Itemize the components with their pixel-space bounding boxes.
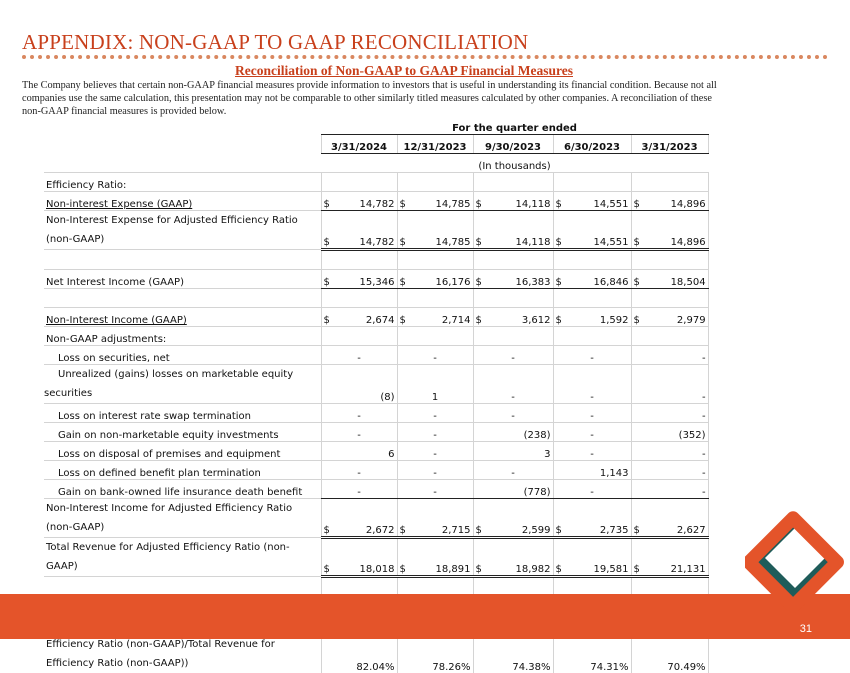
table-cell: $ 14,785 — [397, 211, 473, 250]
unit-row — [44, 154, 708, 173]
row-label: Gain on bank-owned life insurance death benefit — [44, 480, 321, 499]
table-cell: $ 14,785 — [397, 192, 473, 211]
table-cell: $ 14,551 — [553, 192, 631, 211]
row-label: Loss on interest rate swap termination — [44, 404, 321, 423]
table-cell: $ 21,131 — [631, 538, 708, 577]
table-cell: (778) — [473, 480, 553, 499]
column-header: 6/30/2023 — [553, 135, 631, 154]
table-row — [44, 346, 708, 365]
row-label: Total Revenue for Adjusted Efficiency Ratio (non-GAAP) — [44, 538, 321, 577]
column-header: 9/30/2023 — [473, 135, 553, 154]
table-cell: - — [397, 423, 473, 442]
table-cell: - — [473, 346, 553, 365]
row-label: Unrealized (gains) losses on marketable equity securities — [44, 365, 321, 404]
table-cell: - — [397, 346, 473, 365]
row-label: Loss on securities, net — [44, 346, 321, 365]
table-row — [44, 404, 708, 423]
table-cell: - — [553, 346, 631, 365]
table-cell: - — [473, 461, 553, 480]
table-cell: $ 1,592 — [553, 308, 631, 327]
table-cell: $ 14,782 — [321, 211, 397, 250]
table-cell: - — [473, 404, 553, 423]
page-title: APPENDIX: NON-GAAP TO GAAP RECONCILIATION — [22, 30, 528, 55]
table-cell: - — [631, 480, 708, 499]
span-header: For the quarter ended — [321, 116, 708, 135]
table-cell: (8) — [321, 365, 397, 404]
table-cell: $ 16,383 — [473, 270, 553, 289]
table-cell: - — [397, 461, 473, 480]
table-cell: $ 2,674 — [321, 308, 397, 327]
table-cell: 74.38% — [473, 616, 553, 673]
unit-note: (In thousands) — [321, 154, 708, 173]
spacer-row — [44, 250, 708, 270]
title-divider — [22, 55, 828, 59]
table-cell: $ 18,504 — [631, 270, 708, 289]
table-cell: - — [553, 404, 631, 423]
table-cell: $ 14,118 — [473, 192, 553, 211]
table-cell: - — [631, 365, 708, 404]
table-cell: $ 19,581 — [553, 538, 631, 577]
row-label: Non-Interest Expense for Adjusted Efficiency Ratio (non-GAAP) — [44, 211, 321, 250]
row-label: Non-Interest Income for Adjusted Efficiency Ratio (non-GAAP) — [44, 499, 321, 538]
table-row — [44, 173, 708, 192]
table-cell: $ 15,346 — [321, 270, 397, 289]
table-cell: - — [631, 404, 708, 423]
table-cell: - — [397, 480, 473, 499]
table-cell: $ 2,715 — [397, 499, 473, 538]
row-label: Loss on defined benefit plan termination — [44, 461, 321, 480]
table-cell: - — [473, 365, 553, 404]
table-cell: $ 14,896 — [631, 211, 708, 250]
table-cell: 3 — [473, 442, 553, 461]
footer-bar — [0, 594, 850, 639]
company-logo-icon — [745, 508, 845, 616]
table-cell: - — [553, 442, 631, 461]
table-cell: 78.26% — [397, 616, 473, 673]
table-cell: $ 14,118 — [473, 211, 553, 250]
row-label: Loss on disposal of premises and equipment — [44, 442, 321, 461]
row-label: Efficiency Ratio (non-GAAP)/Total Revenue for Efficiency Ratio (non-GAAP)) — [44, 616, 321, 673]
table-row — [44, 538, 708, 577]
table-cell: - — [397, 404, 473, 423]
table-row — [44, 211, 708, 250]
table-cell: - — [321, 346, 397, 365]
column-header: 3/31/2023 — [631, 135, 708, 154]
table-cell: - — [321, 404, 397, 423]
table-cell: $ 2,627 — [631, 499, 708, 538]
table-cell: 1,143 — [553, 461, 631, 480]
row-label: Non-Interest Income (GAAP) — [44, 308, 321, 327]
row-label: Gain on non-marketable equity investments — [44, 423, 321, 442]
table-cell: - — [553, 423, 631, 442]
table-row — [44, 365, 708, 404]
intro-paragraph: The Company believes that certain non-GAAP financial measures provide information to investors that is useful in understanding its financial condition. Because not all companies use the same calculation, this presentation may not be comparable to other similarly titled measures calculated by other companies. A reconciliation of these non-GAAP financial measures is provided below. — [22, 79, 722, 118]
table-cell: $ 18,891 — [397, 538, 473, 577]
page-number: 31 — [800, 623, 812, 635]
row-label: Net Interest Income (GAAP) — [44, 270, 321, 289]
table-cell: $ 3,612 — [473, 308, 553, 327]
row-label: Non-GAAP adjustments: — [44, 327, 321, 346]
table-cell: - — [553, 480, 631, 499]
table-cell: - — [553, 365, 631, 404]
table-cell: 1 — [397, 365, 473, 404]
table-row — [44, 499, 708, 538]
table-cell: 74.31% — [553, 616, 631, 673]
span-header-row — [44, 116, 708, 135]
row-label: Efficiency Ratio: — [44, 173, 321, 192]
table-row — [44, 270, 708, 289]
table-cell: 70.49% — [631, 616, 708, 673]
row-label: Non-interest Expense (GAAP) — [44, 192, 321, 211]
table-cell: - — [631, 442, 708, 461]
table-cell: $ 2,599 — [473, 499, 553, 538]
table-cell: (238) — [473, 423, 553, 442]
table-cell: - — [321, 423, 397, 442]
table-cell: $ 14,551 — [553, 211, 631, 250]
reconciliation-table — [44, 116, 709, 673]
table-cell: 6 — [321, 442, 397, 461]
table-cell: - — [397, 442, 473, 461]
table-cell: $ 18,982 — [473, 538, 553, 577]
table-cell: - — [631, 346, 708, 365]
table-row — [44, 442, 708, 461]
table-cell: (352) — [631, 423, 708, 442]
table-cell: 82.04% — [321, 616, 397, 673]
table-row — [44, 192, 708, 211]
date-header-row — [44, 135, 708, 154]
table-row — [44, 308, 708, 327]
table-cell: $ 16,846 — [553, 270, 631, 289]
column-header: 3/31/2024 — [321, 135, 397, 154]
table-row — [44, 480, 708, 499]
table-cell: $ 16,176 — [397, 270, 473, 289]
table-cell: $ 2,672 — [321, 499, 397, 538]
table-cell: - — [321, 461, 397, 480]
table-cell: $ 18,018 — [321, 538, 397, 577]
table-row — [44, 423, 708, 442]
table-cell: $ 2,979 — [631, 308, 708, 327]
table-cell: - — [631, 461, 708, 480]
table-row — [44, 327, 708, 346]
table-cell: $ 14,782 — [321, 192, 397, 211]
table-cell: $ 2,714 — [397, 308, 473, 327]
section-subtitle: Reconciliation of Non-GAAP to GAAP Financial Measures — [0, 63, 808, 79]
table-row — [44, 461, 708, 480]
spacer-row — [44, 289, 708, 308]
table-cell: $ 2,735 — [553, 499, 631, 538]
table-cell: $ 14,896 — [631, 192, 708, 211]
column-header: 12/31/2023 — [397, 135, 473, 154]
table-cell: - — [321, 480, 397, 499]
